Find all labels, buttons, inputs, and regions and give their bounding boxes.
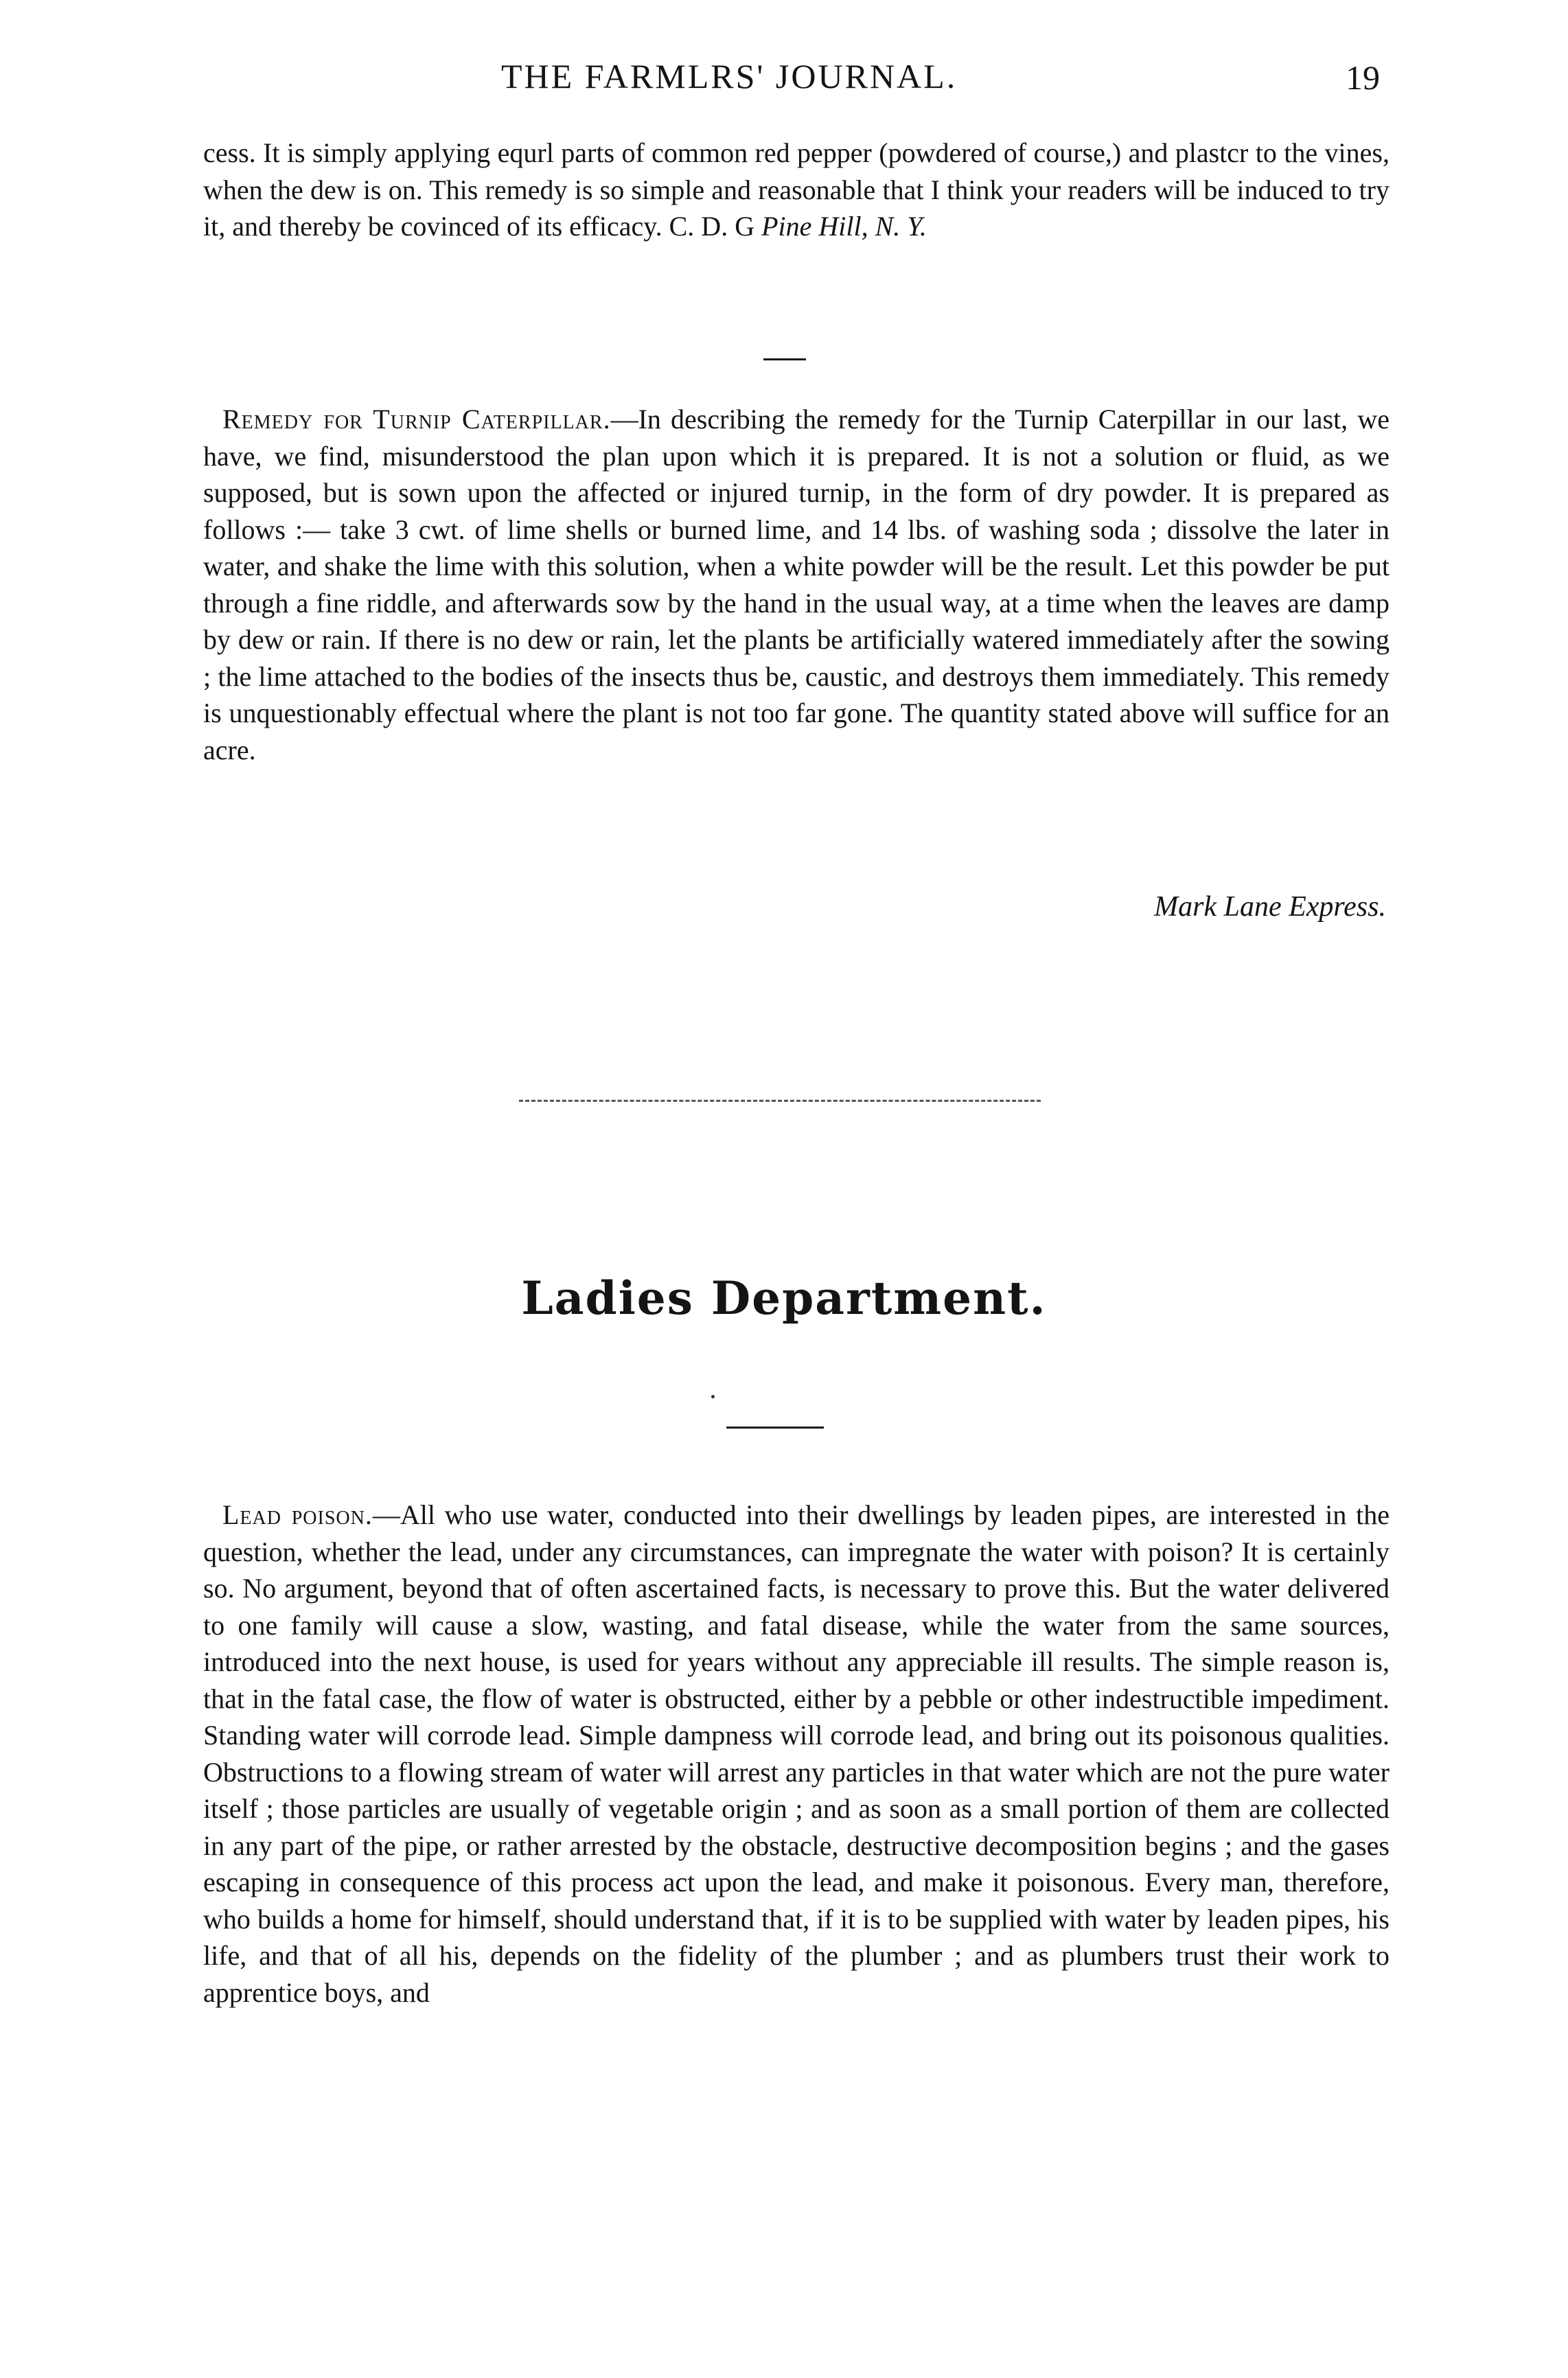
article-text: —In describing the remedy for the Turnip Caterpillar in our last, we have, we find, misunderstood the plan upon which it is prepared. It is not a solution or fluid, as we supposed, but is sown upon the affected or injured turnip, in the form of dry powder. It is prepared as follows :— take 3 cwt. of lime shells or burned lime, and 14 lbs. of washing soda ; dissolve the later in water, and shake the lime with this solution, when a white powder will be the result. Let this powder be put through a fine riddle, and afterwards sow by the hand in the usual way, at a time when the leaves are damp by dew or rain. If there is no dew or rain, let the plants be artificially watered immediately after the sowing ; the lime attached to the bodies of the insects thus be, caustic, and destroys them immediately. This remedy is unquestionably effectual where the plant is not too far gone. The quantity stated above will suffice for an acre. (203, 404, 1390, 765)
article-turnip-caterpillar (203, 401, 1390, 768)
article-lead: Lead poison. (222, 1499, 373, 1530)
source-attribution: Mark Lane Express. (1154, 891, 1386, 923)
section-heading: Ladies Department. (521, 1271, 1047, 1325)
article-body (203, 135, 1390, 245)
print-speck (711, 1395, 715, 1398)
article-body (203, 401, 1390, 768)
running-head (206, 56, 1387, 104)
dotted-separator (519, 1100, 1041, 1102)
article-pepper-remedy (203, 135, 1390, 245)
article-text: —All who use water, conducted into their dwellings by leaden pipes, are interested in the question, whether the lead, under any circumstances, can impregnate the water with poison? It is certainly so. No argument, beyond that of often ascertained facts, is necessary to prove this. But the water delivered to one family will cause a slow, wasting, and fatal disease, while the water from the same sources, introduced into the next house, is used for years without any appreciable ill results. The simple reason is, that in the fatal case, the flow of water is obstructed, either by a pebble or other indestructible impediment. Standing water will corrode lead. Simple dampness will corrode lead, and bring out its poisonous qualities. Obstructions to a flowing stream of water will arrest any particles in that water which are not the pure water itself ; those particles are usually of vegetable origin ; and as soon as a small portion of them are collected in any part of the pipe, or rather arrested by the obstacle, destructive decomposition begins ; and the gases escaping in consequence of this process act upon the lead, and make it poisonous. Every man, therefore, who builds a home for himself, should understand that, if it is to be supplied with water by leaden pipes, his life, and that of all his, depends on the fidelity of the plumber ; and as plumbers trust their work to apprentice boys, and (203, 1499, 1390, 2008)
author-place: Pine Hill, N. Y. (761, 211, 927, 242)
article-body (203, 1497, 1390, 2011)
author-signature: C. D. G (669, 211, 755, 242)
article-text: cess. It is simply applying equrl parts of common red pepper (powdered of course,) and plastcr to the vines, when the dew is on. This remedy is so simple and reasonable that I think your readers will be induced to try it, and thereby be covinced of its efficacy. (203, 137, 1390, 242)
article-lead: Remedy for Turnip Caterpillar. (222, 404, 611, 435)
article-lead-poison (203, 1497, 1390, 2011)
separator-rule (763, 358, 806, 360)
page-number: 19 (1346, 58, 1380, 97)
journal-title: THE FARMLRS' JOURNAL. (501, 57, 958, 95)
section-rule (726, 1427, 824, 1429)
